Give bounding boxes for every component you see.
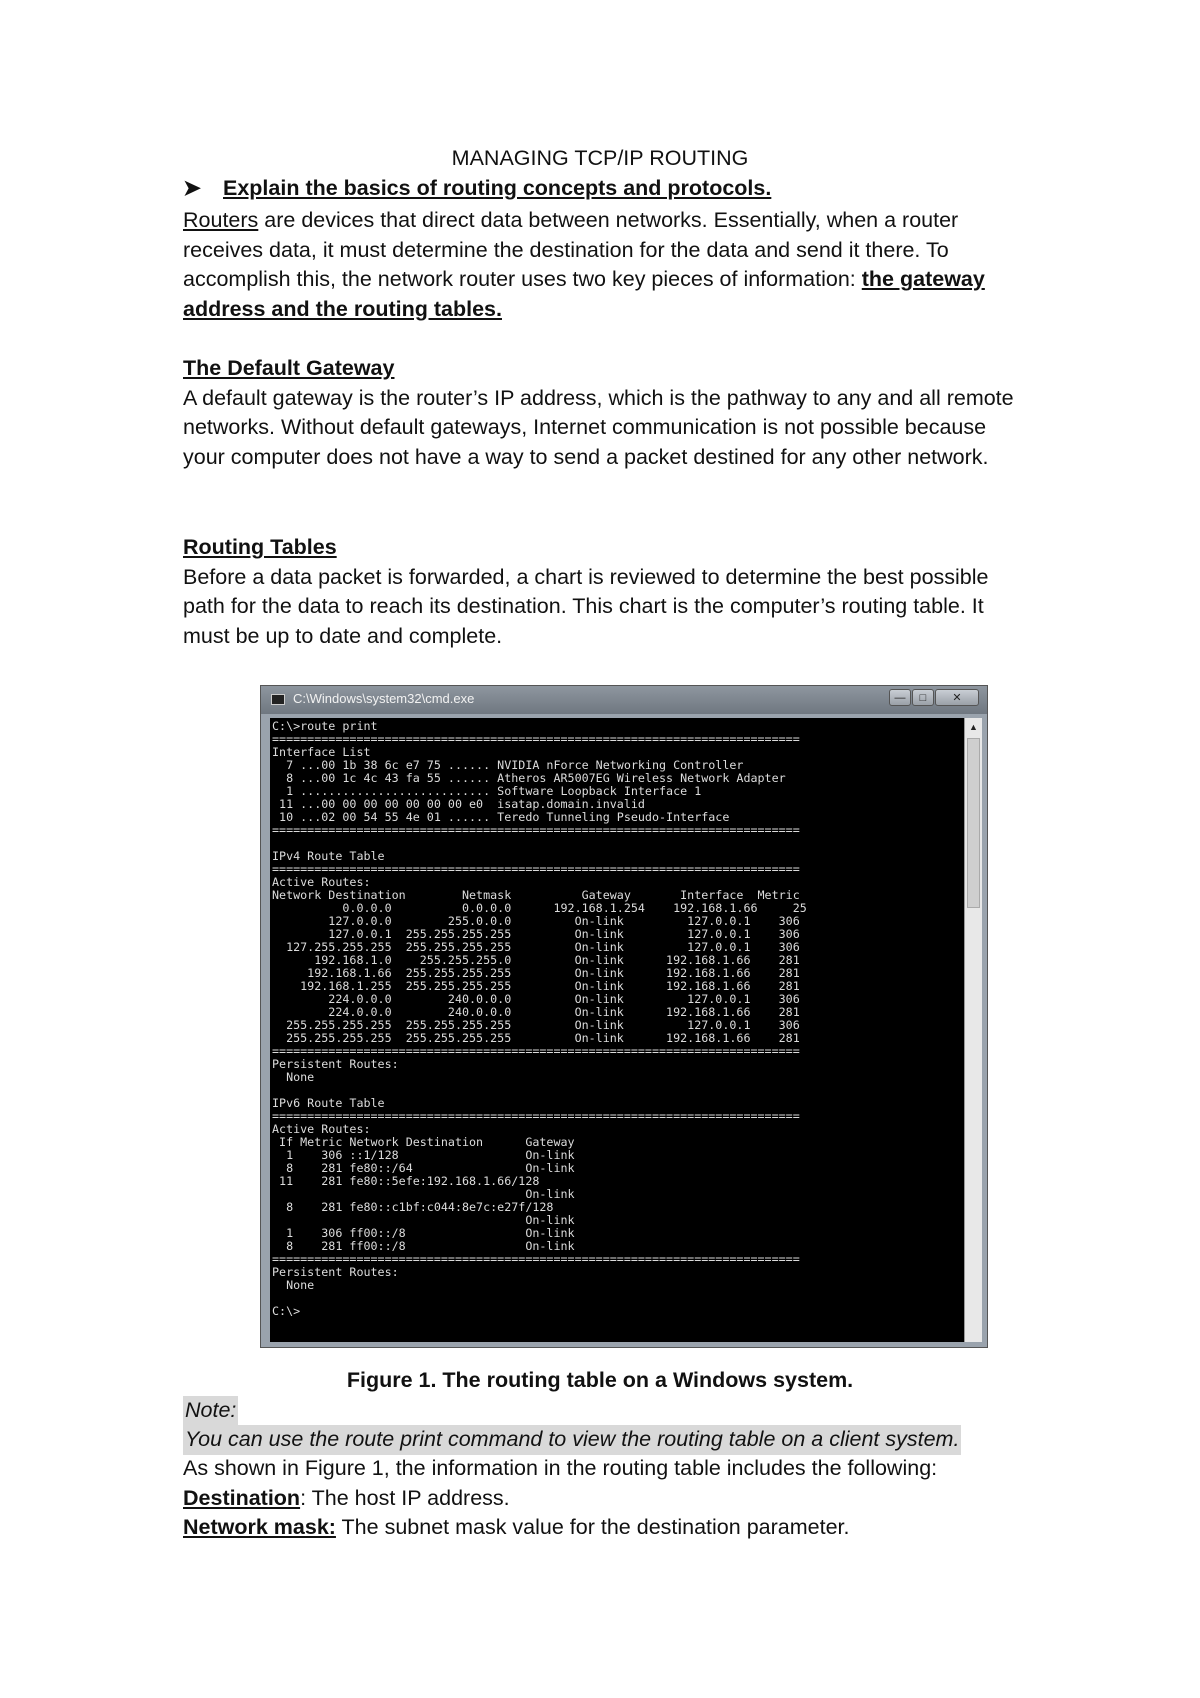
definition-desc: The host IP address. <box>311 1485 510 1510</box>
figure-caption: Figure 1. The routing table on a Windows system. <box>346 1368 854 1392</box>
routing-tables-heading: Routing Tables <box>183 535 337 559</box>
intro-emphasis: the gateway address and the routing tables. <box>183 267 985 321</box>
after-figure-paragraph <box>183 1454 1023 1543</box>
definition-network-mask <box>183 1513 1023 1543</box>
definition-destination <box>183 1484 1023 1514</box>
routers-term: Routers <box>183 208 259 232</box>
intro-paragraph <box>183 206 1023 324</box>
default-gateway-body: A default gateway is the router’s IP address, which is the pathway to any and all remote networks. Without default gateways, Internet communication is not possible because your computer does not have a way to send a packet destined for any other network. <box>183 385 1014 469</box>
routing-tables-body: Before a data packet is forwarded, a chart is reviewed to determine the best possible path for the data to reach its destination. This chart is the computer’s routing table. It must be up to date and complete. <box>183 564 989 648</box>
page-title: MANAGING TCP/IP ROUTING <box>451 146 749 170</box>
routing-tables-section <box>183 533 1023 651</box>
console-scrollbar[interactable] <box>964 718 982 1342</box>
console-title: C:\Windows\system32\cmd.exe <box>293 691 475 706</box>
definition-separator: : <box>300 1485 312 1510</box>
minimize-button[interactable]: — <box>889 689 911 706</box>
close-button[interactable]: ✕ <box>935 689 979 706</box>
cmd-icon <box>271 694 285 705</box>
console-window-screenshot <box>260 685 988 1348</box>
note-label: Note: <box>183 1396 238 1426</box>
objective-bullet <box>183 176 771 201</box>
definition-term: Destination <box>183 1485 301 1510</box>
definition-term: Network mask: <box>183 1515 336 1539</box>
scroll-up-arrow-icon[interactable]: ▲ <box>969 722 978 732</box>
intro-body: are devices that direct data between networks. Essentially, when a router receives data, it must determine the destination for the data and send it there. To accomplish this, the network router uses two key pieces of information: <box>183 208 959 291</box>
definition-desc: The subnet mask value for the destination parameter. <box>341 1515 850 1539</box>
console-titlebar <box>261 686 987 714</box>
after-figure-text: As shown in Figure 1, the information in the routing table includes the following: <box>183 1456 938 1480</box>
console-output-area <box>270 718 964 1342</box>
default-gateway-section <box>183 354 1023 472</box>
scroll-thumb[interactable] <box>967 738 980 908</box>
objective-text: Explain the basics of routing concepts and protocols. <box>223 176 772 200</box>
note-text: You can use the route print command to view the routing table on a client system. <box>183 1425 961 1455</box>
maximize-button[interactable]: □ <box>912 689 934 706</box>
default-gateway-heading: The Default Gateway <box>183 356 395 380</box>
arrow-bullet-icon: ➤ <box>183 176 202 200</box>
console-output: C:\>route print =========================================================================== Interface List 7 ...00 1b 38 6c e7 75 ...... NVIDIA nForce Networking Controller 8 ...00 1c 4c 43 fa 55 ...... Atheros AR5007EG Wireless Network Adapter 1 ........................... Software Loopback Interface 1 11 ...00 00 00 00 00 00 00 e0 isatap.domain.invalid 10 ...02 00 54 55 4e 01 ...... Teredo Tunneling Pseudo-Interface =========================================================================== IPv4 Route Table =========================================================================== Active Routes: Network Destination Netmask Gateway Interface Metric 0.0.0.0 0.0.0.0 192.168.1.254 192.168.1.66 25 127.0.0.0 255.0.0.0 On-link 127.0.0.1 306 127.0.0.1 255.255.255.255 On-link 127.0.0.1 306 127.255.255.255 255.255.255.255 On-link 127.0.0.1 306 192.168.1.0 255.255.255.0 On-link 192.168.1.66 281 192.168.1.66 255.255.255.255 On-link 192.168.1.66 281 192.168.1.255 255.255.255.255 On-link 192.168.1.66 281 224.0.0.0 240.0.0.0 On-link 127.0.0.1 306 224.0.0.0 240.0.0.0 On-link 192.168.1.66 281 255.255.255.255 255.255.255.255 On-link 127.0.0.1 306 255.255.255.255 255.255.255.255 On-link 192.168.1.66 281 =========================================================================== Persistent Routes: None IPv6 Route Table =========================================================================== Active Routes: If Metric Network Destination Gateway 1 306 ::1/128 On-link 8 281 fe80::/64 On-link 11 281 fe80::5efe:192.168.1.66/128 On-link 8 281 fe80::c1bf:c044:8e7c:e27f/128 On-link 1 306 ff00::/8 On-link 8 281 ff00::/8 On-link =========================================================================== Persistent Routes: None C:\> <box>272 719 807 1318</box>
